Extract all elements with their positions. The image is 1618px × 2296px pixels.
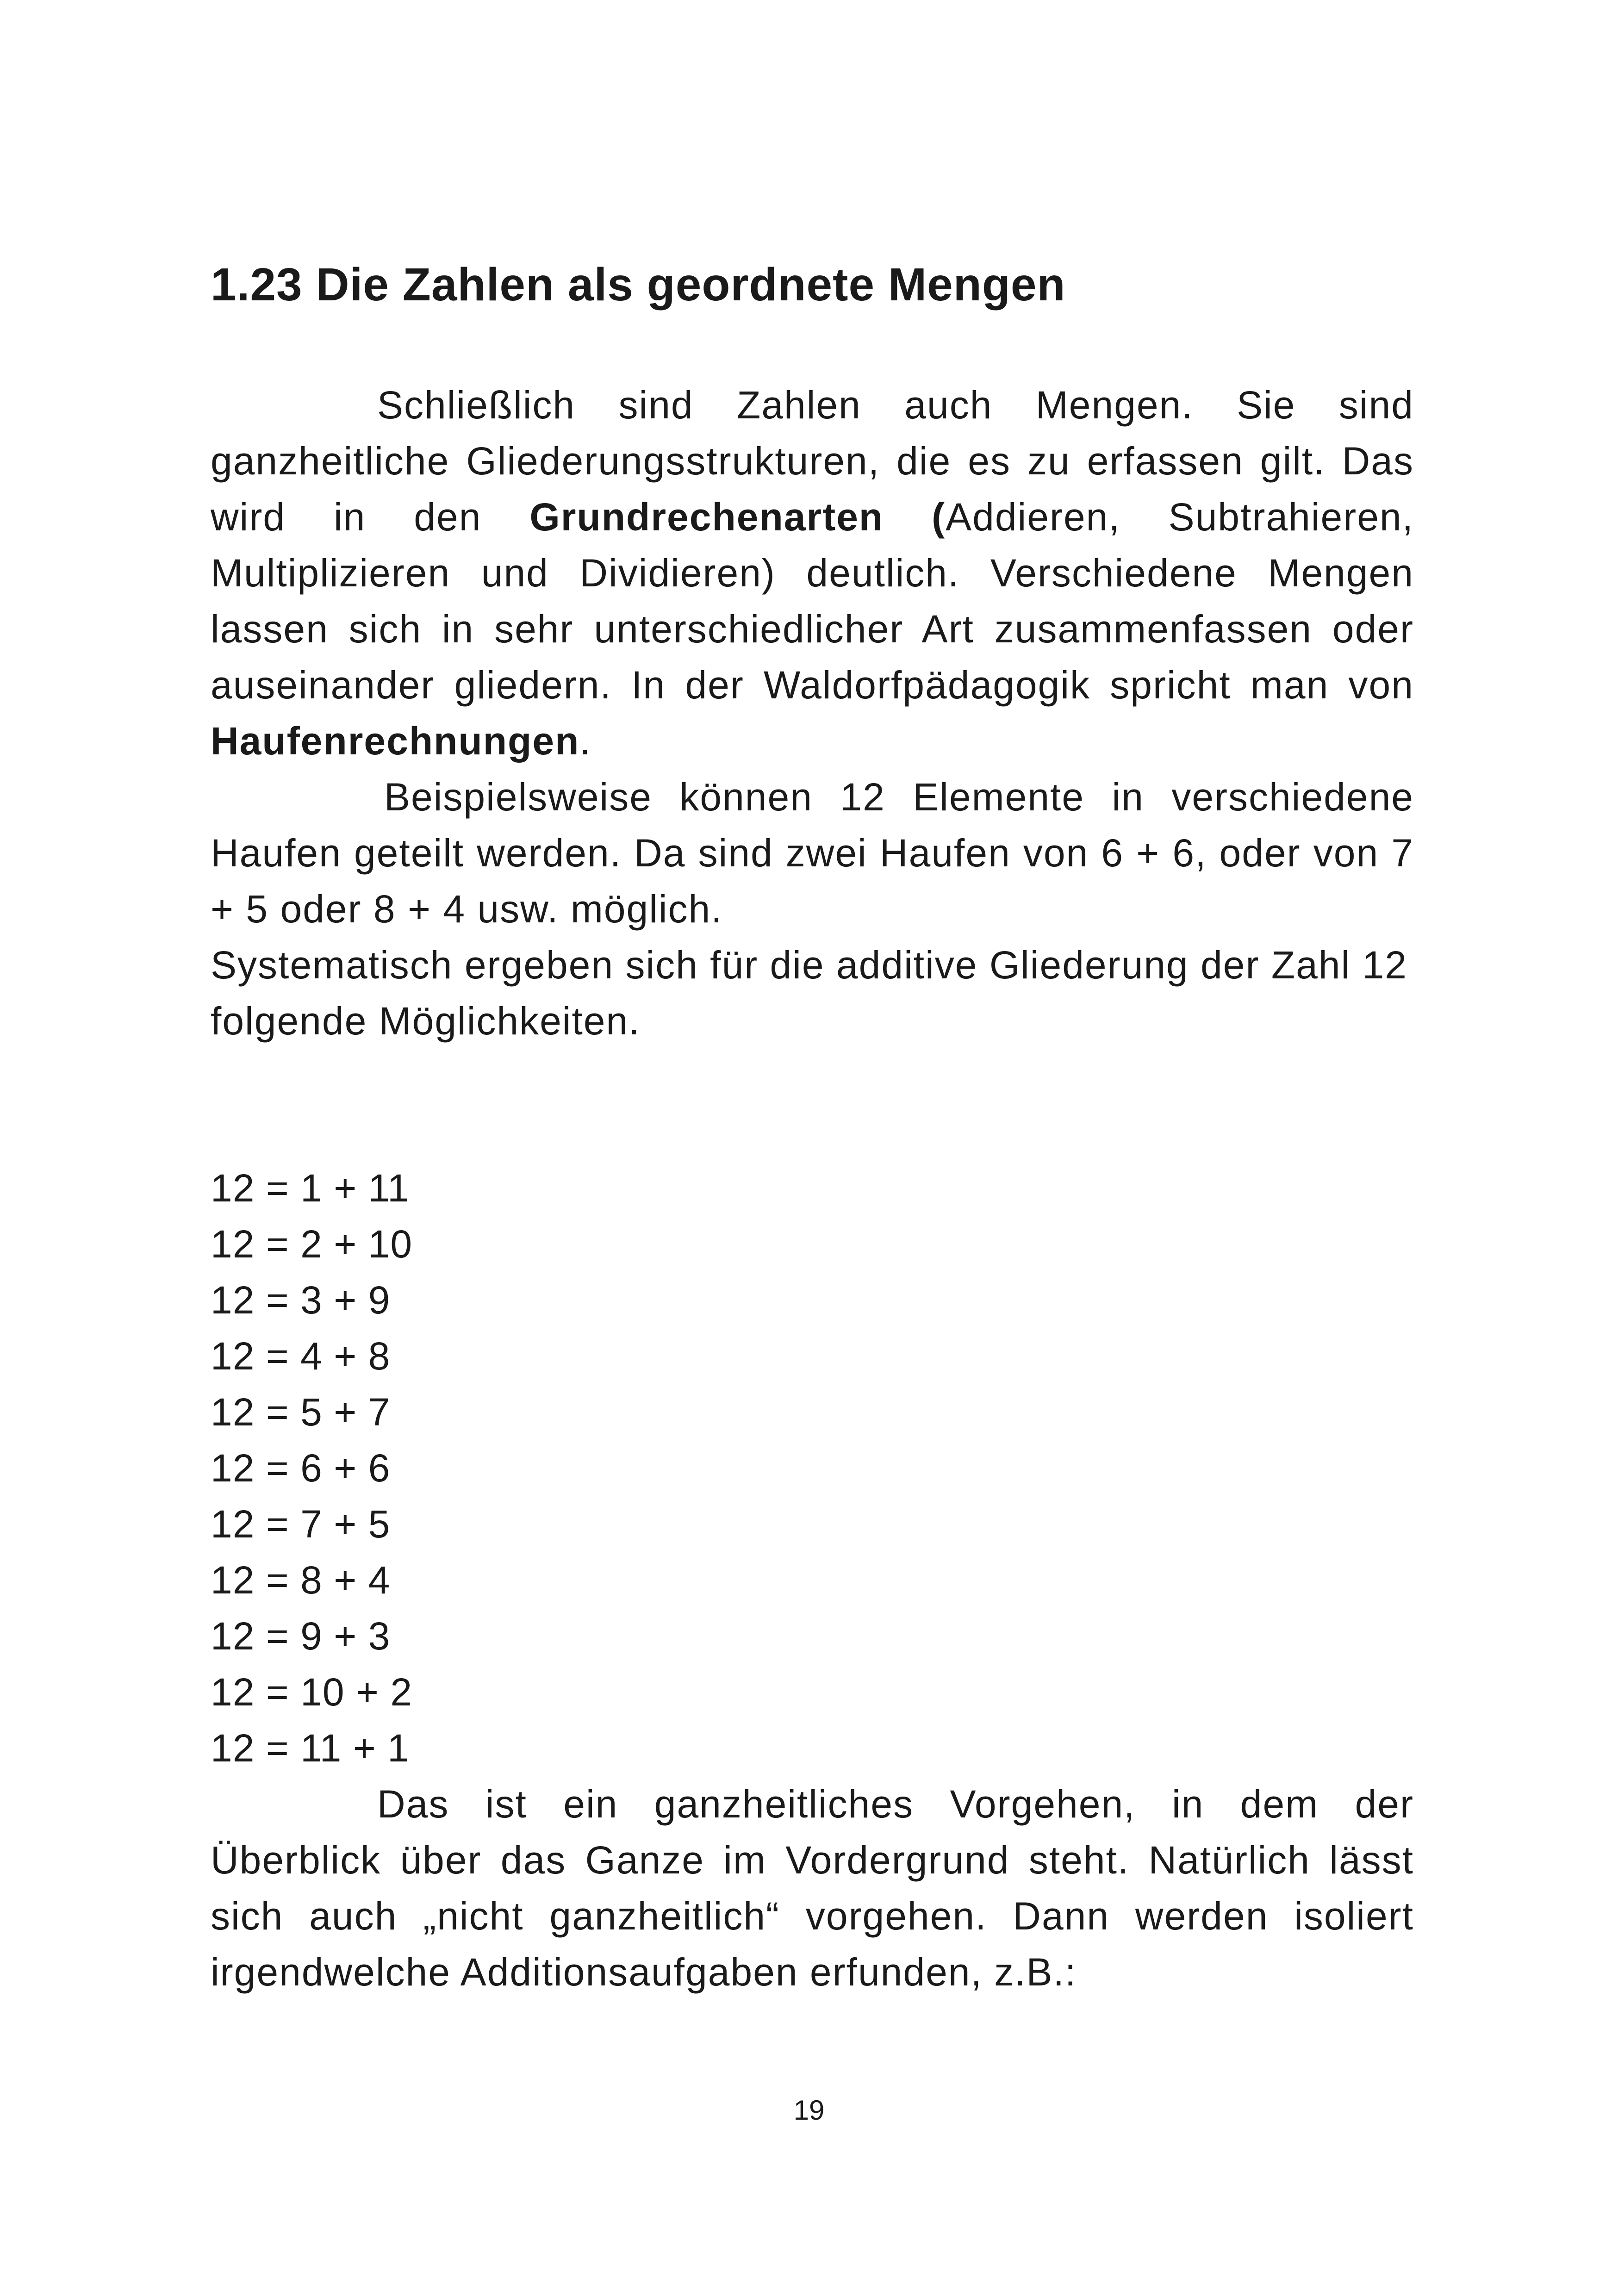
- equation-item: 12 = 2 + 10: [211, 1222, 413, 1266]
- paragraph-conclusion: Das ist ein ganzheitliches Vorgehen, in dem der Überblick über das Ganze im Vordergrund steht. Natürlich lässt sich auch „nicht ganzheitlich“ vorgehen. Dann werden isoliert irgendwelche Additionsaufgaben erfunden, z.B.:: [211, 1782, 1414, 1994]
- spacer: [211, 1049, 1414, 1160]
- equation-item: 12 = 7 + 5: [211, 1502, 391, 1546]
- paragraph-intro: [211, 377, 1414, 769]
- term-haufenrechnungen: Haufenrechnungen: [211, 719, 580, 763]
- equation-item: 12 = 9 + 3: [211, 1614, 391, 1658]
- page-content: [211, 250, 1414, 2000]
- equation-item: 12 = 8 + 4: [211, 1558, 391, 1602]
- page-number: 19: [793, 2095, 825, 2126]
- term-grundrechenarten: Grundrechenarten (: [529, 495, 946, 539]
- paragraph-intro-text-e: .: [579, 719, 591, 763]
- section-heading: 1.23 Die Zahlen als geordnete Mengen: [211, 259, 1066, 311]
- equation-item: 12 = 3 + 9: [211, 1278, 391, 1322]
- equation-item: 12 = 1 + 11: [211, 1166, 410, 1210]
- paragraph-example: Beispielsweise können 12 Elemente in verschiedene Haufen geteilt werden. Da sind zwei Haufen von 6 + 6, oder von 7 + 5 oder 8 + 4 usw. möglich.: [211, 775, 1414, 931]
- equation-item: 12 = 11 + 1: [211, 1726, 410, 1770]
- paragraph-intro-text-a: Schließlich sind Zahlen auch Mengen. Sie sind ganzheitliche Gliederungsstrukturen, die es zu erfassen gilt. Das wird in den: [211, 383, 1414, 539]
- equation-item: 12 = 5 + 7: [211, 1390, 391, 1434]
- paragraph-systematic: Systematisch ergeben sich für die additive Gliederung der Zahl 12 folgende Möglichkeiten.: [211, 943, 1408, 1043]
- equation-item: 12 = 6 + 6: [211, 1446, 391, 1490]
- paragraph-intro-text-c: Addieren, Subtrahieren, Multiplizieren und Dividieren) deutlich. Verschiedene Mengen lassen sich in sehr unterschiedlicher Art zusammenfassen oder auseinander gliedern. In der Waldorfpädagogik spricht man von: [211, 495, 1414, 707]
- spacer: [211, 319, 1414, 377]
- equation-item: 12 = 10 + 2: [211, 1670, 413, 1714]
- equation-list: [211, 1160, 1414, 1776]
- equation-item: 12 = 4 + 8: [211, 1334, 391, 1378]
